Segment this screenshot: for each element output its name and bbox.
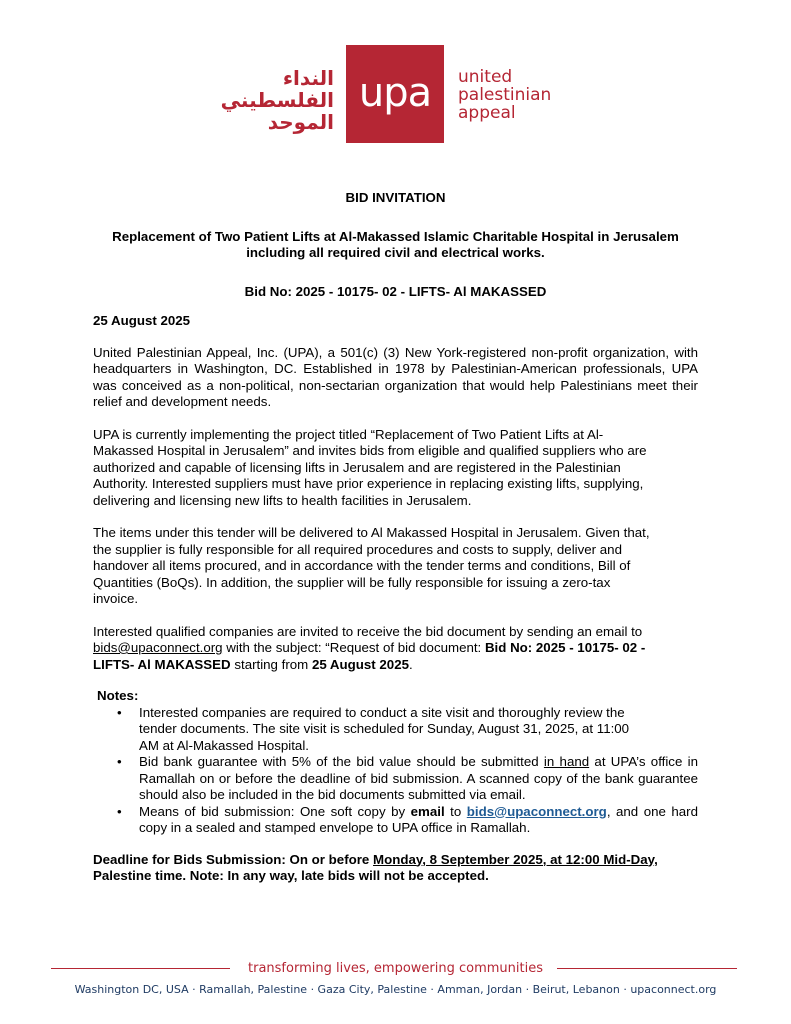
logo-english-line: palestinian [458,85,552,105]
bids-email-link[interactable]: bids@upaconnect.org [466,803,607,819]
text-span: starting from [230,656,312,672]
text-line: Interested companies are required to conduct a site visit and thoroughly review the [139,704,625,720]
logo-english-line: appeal [458,103,516,123]
text-span: Deadline for Bids Submission: On or before [93,851,374,867]
notes-heading: Notes: [97,688,139,703]
text-line: Palestine time. Note: In any way, late bids will not be accepted. [93,868,489,883]
text-line: Quantities (BoQs). In addition, the supplier will be fully responsible for issuing a zero-tax [93,574,611,590]
document-title: BID INVITATION [345,190,446,205]
logo-arabic-name [221,67,334,133]
text-line: tender documents. The site visit is scheduled for Sunday, August 31, 2025, at 11:00 [139,721,630,736]
start-date: 25 August 2025 [311,656,409,672]
text-span: with the subject: “Request of bid document: [222,640,485,655]
footer-divider-right [557,968,737,969]
text-span: to [444,803,467,819]
text-span: Bid bank guarantee with 5% of the bid value should be submitted [139,754,544,769]
request-paragraph [93,624,698,674]
upa-logo [0,45,791,143]
footer-locations: Washington DC, USA · Ramallah, Palestine · Gaza City, Palestine · Amman, Jordan · Beirut, Lebanon · upaconnect.org [74,983,717,996]
logo-arabic-line: النداء [282,66,334,90]
project-paragraph [93,427,698,510]
text-line: Makassed Hospital in Jerusalem” and invites bids from eligible and qualified suppliers who are [93,443,647,458]
list-item [139,754,698,804]
text-line: AM at Al-Makassed Hospital. [139,737,309,753]
document-date: 25 August 2025 [93,313,191,328]
bid-number-inline: LIFTS- Al MAKASSED [93,656,231,672]
text-line: handover all items procured, and in accordance with the tender terms and conditions, Bill of [93,558,631,573]
text-line: authorized and capable of licensing lifts in Jerusalem and are registered in the Palestinian [93,459,621,475]
bid-number-inline: Bid No: 2025 - 10175- 02 - [484,640,646,655]
text-line: the supplier is fully responsible for all required procedures and costs to supply, deliver and [93,541,622,557]
document-subtitle: Replacement of Two Patient Lifts at Al-Makassed Islamic Charitable Hospital in Jerusalem including all required civil and electrical works. [112,228,679,260]
delivery-paragraph [93,525,698,608]
logo-arabic-line: الفلسطيني [220,88,334,112]
in-hand-text: in hand [543,754,590,769]
logo-arabic-line: الموحد [267,110,334,134]
text-line: The items under this tender will be delivered to Al Makassed Hospital in Jerusalem. Given that, [93,525,650,540]
logo-mark: upa [346,45,444,143]
text-span: . [409,656,413,672]
deadline-date: Monday, 8 September 2025, at 12:00 Mid-Day [373,851,655,867]
list-item [139,804,698,837]
text-span: Means of bid submission: One soft copy by [139,803,411,819]
deadline-paragraph [93,852,698,885]
list-item [139,705,698,755]
text-line: delivering and licensing new lifts to health facilities in Jerusalem. [93,492,472,508]
text-line: UPA is currently implementing the project titled “Replacement of Two Patient Lifts at Al- [93,426,604,442]
text-span: at UPA’s office in Ramallah on or before the deadline of bid submission. A scanned copy of the bank guarantee should also be included in the bid documents submitted via email. [139,754,698,802]
email-word: email [410,803,445,819]
notes-list [93,705,698,837]
document-body [93,190,698,885]
logo-english-line: united [458,67,513,87]
text-line: Interested qualified companies are invited to receive the bid document by sending an email to [93,623,643,639]
bids-email-link[interactable]: bids@upaconnect.org [93,640,223,655]
bid-number: Bid No: 2025 - 10175- 02 - LIFTS- Al MAKASSED [244,283,547,299]
intro-paragraph: United Palestinian Appeal, Inc. (UPA), a 501(c) (3) New York-registered non-profit organization, with headquarters in Washington, DC. Established in 1978 by Palestinian-American professionals, UPA was conceived as a non-political, non-sectarian organization that would help Palestinians meet their relief and development needs. [93,344,698,409]
logo-english-name [458,68,551,122]
text-line: Authority. Interested suppliers must have prior experience in replacing existing lifts, supplying, [93,476,644,491]
footer-tagline: transforming lives, empowering communities [248,961,543,976]
text-span: , and one hard copy in a sealed and stamped envelope to UPA office in Ramallah. [139,803,698,835]
text-line: invoice. [93,591,139,606]
text-span: , [654,851,658,867]
